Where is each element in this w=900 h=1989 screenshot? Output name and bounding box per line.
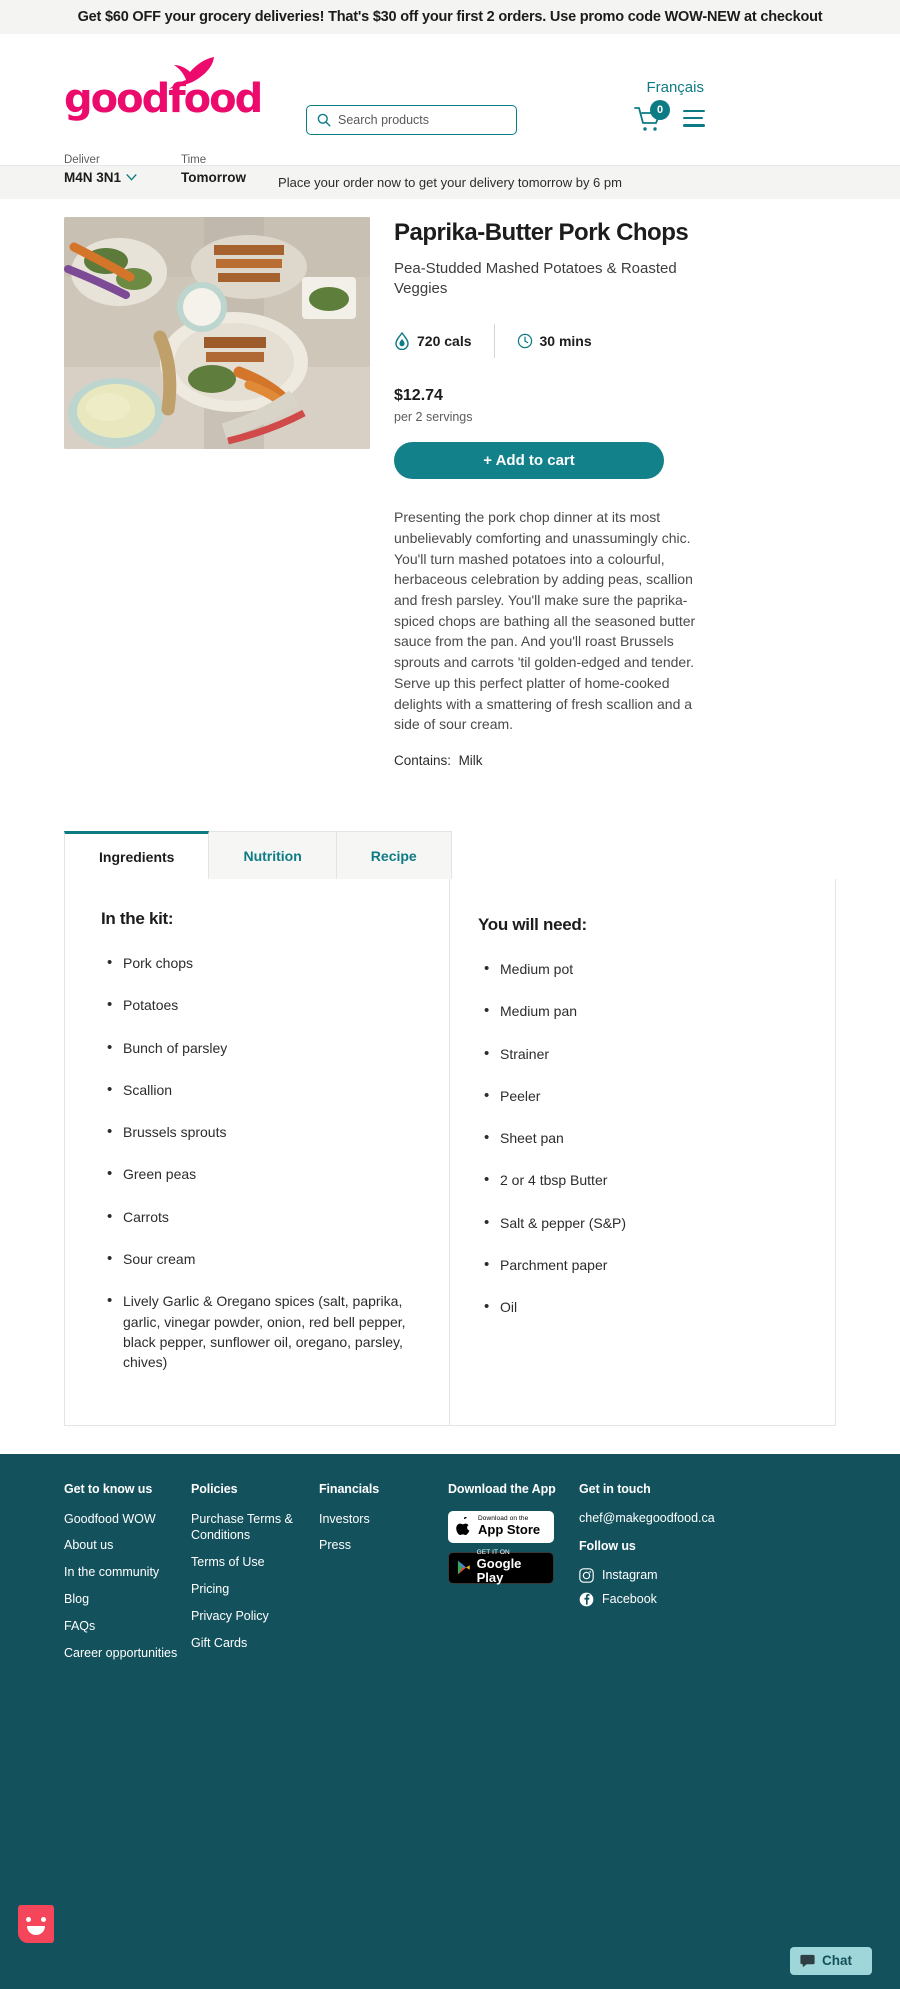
list-item: • Sheet pan	[478, 1128, 811, 1148]
footer-link-goodfood-wow[interactable]: Goodfood WOW	[64, 1511, 156, 1526]
time-value: Tomorrow	[181, 170, 247, 185]
promo-banner	[0, 0, 900, 34]
list-item: • Parchment paper	[478, 1255, 811, 1275]
delivery-info	[64, 154, 246, 185]
google-play-text: GET IT ON Google Play	[476, 1549, 522, 1585]
search-icon	[317, 113, 331, 127]
tab-nutrition[interactable]: Nutrition	[209, 831, 336, 879]
contact-email[interactable]: chef@makegoodfood.ca	[579, 1510, 715, 1525]
time-block	[181, 154, 246, 185]
app-store-text: Download on the App Store	[478, 1515, 541, 1537]
footer-link-pricing[interactable]: Pricing	[191, 1582, 230, 1597]
list-item: • Scallion	[101, 1080, 425, 1100]
social-link-facebook[interactable]	[579, 1592, 715, 1607]
calories-info	[394, 332, 472, 350]
product-meta	[394, 324, 836, 358]
allergen-info	[394, 753, 836, 768]
tab-list	[64, 831, 836, 879]
calories-icon	[394, 332, 410, 350]
footer-link-blog[interactable]: Blog	[64, 1592, 90, 1607]
footer-link-about-us[interactable]: About us	[64, 1538, 114, 1553]
facebook-label: Facebook	[602, 1592, 657, 1607]
product-section	[0, 199, 900, 768]
list-item: • Oil	[478, 1297, 811, 1317]
app-store-badge[interactable]	[448, 1511, 554, 1543]
cart-count-badge: 0	[650, 100, 670, 120]
footer-heading: Get to know us	[64, 1481, 153, 1496]
language-toggle[interactable]: Français	[646, 79, 704, 96]
cook-time-info	[517, 333, 592, 349]
footer-column-policies	[191, 1482, 319, 1672]
list-item: • Green peas	[101, 1164, 425, 1184]
instagram-label: Instagram	[602, 1568, 658, 1583]
footer-columns	[64, 1482, 836, 1672]
google-play-badge[interactable]	[448, 1549, 554, 1585]
chat-button[interactable]	[790, 1947, 872, 1975]
promo-text: Get $60 OFF your grocery deliveries! That's $30 off your first 2 orders. Use promo code WOW-NEW at checkout	[77, 9, 823, 25]
footer-link-investors[interactable]: Investors	[319, 1511, 370, 1526]
deliver-block[interactable]	[64, 154, 137, 185]
tab-recipe[interactable]: Recipe	[337, 831, 452, 879]
product-details	[394, 217, 836, 768]
smiley-eye-left	[26, 1917, 31, 1922]
social-link-instagram[interactable]	[579, 1568, 715, 1583]
clock-icon	[517, 333, 533, 349]
list-item: • Pork chops	[101, 953, 425, 973]
footer-link-gift-cards[interactable]: Gift Cards	[191, 1635, 248, 1650]
list-item: • Bunch of parsley	[101, 1038, 425, 1058]
footer-link-privacy-policy[interactable]: Privacy Policy	[191, 1609, 269, 1624]
list-item: • Peeler	[478, 1086, 811, 1106]
footer-column-get-in-touch	[579, 1482, 715, 1672]
equipment-list	[478, 959, 811, 1318]
delivery-notice-text: Place your order now to get your delivery tomorrow by 6 pm	[278, 175, 622, 190]
product-tabs-section	[64, 831, 836, 1426]
product-image	[64, 217, 370, 449]
time-label: Time	[181, 154, 207, 166]
google-play-icon	[457, 1559, 471, 1576]
deliver-label: Deliver	[64, 154, 100, 166]
cook-time-value: 30 mins	[539, 333, 592, 350]
deliver-postal-code[interactable]: M4N 3N1	[64, 170, 137, 185]
tab-ingredients[interactable]: Ingredients	[64, 831, 209, 879]
chat-bubble-icon	[800, 1954, 815, 1968]
meal-photo	[64, 217, 370, 449]
add-to-cart-button[interactable]: + Add to cart	[394, 442, 664, 479]
contains-label: Contains:	[394, 753, 452, 768]
list-item: • Potatoes	[101, 995, 425, 1015]
footer-heading: Download the App	[448, 1481, 556, 1496]
servings-label: per 2 servings	[394, 410, 473, 425]
list-item: • Brussels sprouts	[101, 1122, 425, 1142]
footer-column-get-to-know-us	[64, 1482, 191, 1672]
list-item: • 2 or 4 tbsp Butter	[478, 1170, 811, 1190]
search-box[interactable]	[306, 105, 517, 135]
contains-value: Milk	[458, 753, 483, 768]
footer-heading: Policies	[191, 1481, 238, 1496]
chevron-down-icon	[126, 174, 137, 181]
cart-button[interactable]	[634, 106, 668, 138]
footer-link-in-the-community[interactable]: In the community	[64, 1565, 160, 1580]
list-item: • Carrots	[101, 1207, 425, 1227]
kit-ingredient-list	[101, 953, 425, 1373]
in-the-kit-column	[65, 879, 450, 1425]
list-item: • Sour cream	[101, 1249, 425, 1269]
list-item: • Lively Garlic & Oregano spices (salt, paprika, garlic, vinegar powder, onion, red bell pepper, black pepper, sunflower oil, oregano, parsley, chives)	[101, 1291, 425, 1372]
footer-link-terms-of-use[interactable]: Terms of Use	[191, 1555, 265, 1570]
footer-column-financials	[319, 1482, 448, 1672]
search-input[interactable]	[338, 113, 506, 127]
feedback-widget-icon[interactable]	[18, 1905, 54, 1943]
product-description: Presenting the pork chop dinner at its most unbelievably comforting and unassumingly chic. You'll turn mashed potatoes into a colourful, herbaceous celebration by adding peas, scallion and fresh parsley. You'll make sure the paprika-spiced chops are bathing all the seasoned butter sauce from the pan. And you'll roast Brussels sprouts and carrots 'til golden-edged and tender. Serve up this perfect platter of home-cooked delights with a smattering of fresh scallion and a side of sour cream.	[394, 509, 696, 733]
logo[interactable]	[64, 60, 264, 122]
smiley-eye-right	[41, 1917, 46, 1922]
list-item: • Medium pot	[478, 959, 811, 979]
meta-divider	[494, 324, 495, 358]
chat-label: Chat	[822, 1953, 852, 1969]
footer-column-download-app	[448, 1482, 579, 1672]
tab-panel-ingredients	[64, 879, 836, 1426]
product-subtitle: Pea-Studded Mashed Potatoes & Roasted Veggies	[394, 259, 677, 297]
list-item: • Salt & pepper (S&P)	[478, 1213, 811, 1233]
smiley-mouth	[27, 1926, 45, 1935]
list-item: • Medium pan	[478, 1001, 811, 1021]
you-will-need-column	[450, 879, 835, 1425]
apple-icon	[456, 1517, 472, 1536]
footer-heading: Get in touch	[579, 1481, 651, 1496]
product-title: Paprika-Butter Pork Chops	[394, 219, 689, 246]
site-footer	[0, 1454, 900, 1989]
footer-link-purchase-terms[interactable]: Purchase Terms & Conditions	[191, 1511, 293, 1543]
logo-text: goodfood	[64, 76, 262, 122]
footer-link-career-opportunities[interactable]: Career opportunities	[64, 1645, 178, 1660]
you-will-need-title: You will need:	[478, 915, 587, 934]
hamburger-menu-icon[interactable]	[683, 110, 705, 127]
follow-us-heading: Follow us	[579, 1538, 636, 1553]
in-the-kit-title: In the kit:	[101, 909, 174, 928]
calories-value: 720 cals	[417, 333, 472, 350]
list-item: • Strainer	[478, 1044, 811, 1064]
footer-heading: Financials	[319, 1481, 380, 1496]
instagram-icon	[579, 1568, 594, 1583]
product-price: $12.74	[394, 387, 443, 405]
footer-link-press[interactable]: Press	[319, 1538, 351, 1553]
facebook-icon	[579, 1592, 594, 1607]
footer-link-faqs[interactable]: FAQs	[64, 1619, 96, 1634]
